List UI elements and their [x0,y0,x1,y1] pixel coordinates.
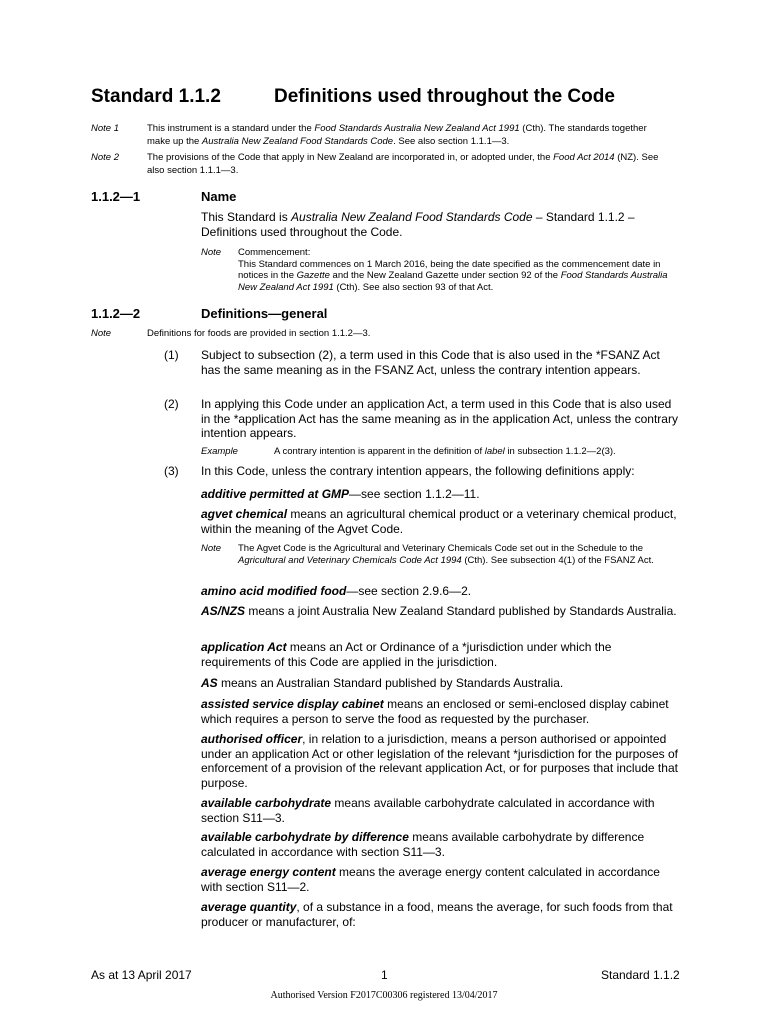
note-text-part: This instrument is a standard under the [147,123,315,134]
definition-entry [201,865,679,894]
act-name: Agricultural and Veterinary Chemicals Code Act 1994 [238,554,462,566]
definition-entry [201,604,679,619]
definition-text: , of a substance in a food, means the average, for such foods from that producer or manufacturer, of: [201,900,673,929]
definition-entry [201,640,679,669]
definition-term: available carbohydrate [201,796,332,810]
note-label: Note [91,328,112,339]
definition-entry [201,697,679,726]
defined-term: label [484,446,505,457]
definition-text: —see section 1.1.2—11. [349,487,480,501]
definition-term: authorised officer [201,732,303,746]
note-text-part: (NZ). See also section 1.1.1—3. [147,152,659,176]
note-label: Note 1 [91,123,119,134]
definition-text: means an Act or Ordinance of a *jurisdiction under which the requirements of this Code are applied in the jurisdiction. [201,640,612,669]
section-number: 1.1.2—2 [91,306,141,321]
text-part: – Standard 1.1.2 – Definitions used throughout the Code. [201,210,635,239]
note-text-part: . See also section 1.1.1—3. [393,135,510,147]
definition-entry [201,830,679,859]
definition-term: average energy content [201,865,336,879]
example-text [274,446,616,458]
note-2 [91,152,691,180]
definition-term: AS [201,676,218,690]
text-part: This Standard is [201,210,292,224]
act-name: Food Standards Australia New Zealand Act 1991 [314,123,520,134]
definition-term: available carbohydrate by difference [201,830,409,844]
note-label: Note [201,247,222,258]
text-part: (Cth). See subsection 4(1) of the FSANZ Act. [461,554,654,566]
section-heading-name [91,189,491,205]
footer-date: As at 13 April 2017 [91,968,192,982]
subsection-number: (1) [164,348,179,362]
definition-text: means available carbohydrate calculated in accordance with section S11—3. [201,796,655,825]
definition-entry [201,796,679,825]
note-text [147,123,667,148]
definition-entry [201,676,679,691]
definition-entry [201,732,679,790]
definition-text: means a joint Australia New Zealand Standard published by Standards Australia. [245,604,677,618]
definition-text: means an Australian Standard published by Standards Australia. [217,676,564,690]
definition-entry [201,584,679,599]
subsection-number: (2) [164,397,179,411]
subsection-text: In this Code, unless the contrary intention appears, the following definitions apply: [201,464,635,478]
standard-name: Definitions used throughout the Code [274,86,615,107]
definition-term: average quantity [201,900,297,914]
note-body [238,247,671,293]
definition-entry [201,900,679,929]
definition-text: means an enclosed or semi-enclosed display cabinet which requires a person to serve the food as requested by the purchaser. [201,697,669,726]
note-label: Note 2 [91,152,119,163]
section-title: Definitions—general [201,306,328,321]
code-name: Australia New Zealand Food Standards Code [291,210,533,224]
definition-text: , in relation to a jurisdiction, means a person authorised or appointed under an application Act or other legislation of the relevant *jurisdiction for the purposes of enforcement of a provision of the relevant application Act, or for purposes that include that purpose. [201,732,678,790]
authorised-version: Authorised Version F2017C00306 registered 13/04/2017 [270,990,498,1001]
note-heading: Commencement: [238,247,311,258]
definition-text: means an agricultural chemical product or a veterinary chemical product, within the meaning of the Agvet Code. [201,507,677,536]
standard-number: Standard 1.1.2 [91,86,221,107]
footer-page-number: 1 [381,968,388,982]
section-title: Name [201,189,237,204]
definition-term: amino acid modified food [201,584,347,598]
act-name: Food Act 2014 [553,152,615,163]
definition-text: —see section 2.9.6—2. [346,584,472,598]
gazette-name: Gazette [296,270,330,281]
section-heading-definitions [91,306,491,322]
definition-entry [201,507,679,536]
definition-entry [201,487,679,502]
text-part: in subsection 1.1.2—2(3). [504,446,616,457]
example-label: Example [201,446,238,457]
section-number: 1.1.2—1 [91,189,141,204]
definition-term: AS/NZS [201,604,246,618]
definition-term: additive permitted at GMP [201,487,350,501]
text-part: The Agvet Code is the Agricultural and Veterinary Chemicals Code set out in the Schedule to the [238,543,644,554]
note-text: Definitions for foods are provided in section 1.1.2—3. [147,328,371,339]
act-name: Food Standards Australia New Zealand Act 1991 [238,270,668,293]
footer-standard: Standard 1.1.2 [601,968,680,982]
definition-term: assisted service display cabinet [201,697,384,711]
subsection-text: In applying this Code under an application Act, a term used in this Code that is also used in the *application Act has the same meaning as in the application Act, unless the contrary intention appears. [201,397,678,440]
note-text-part: (Cth). The standards together make up the [147,123,647,147]
text-part: This Standard commences on 1 March 2016, being the date specified as the commencement date in notices in the [238,258,661,281]
definition-text: means available carbohydrate by difference calculated in accordance with section S11—3. [201,830,645,859]
definition-text: means the average energy content calculated in accordance with section S11—2. [201,865,660,894]
text-part: (Cth). See also section 93 of that Act. [333,281,494,293]
code-name: Australia New Zealand Food Standards Code [201,135,394,147]
note-1 [91,123,691,151]
definition-term: application Act [201,640,287,654]
section-1-text [201,210,679,239]
definition-term: agvet chemical [201,507,288,521]
text-part: A contrary intention is apparent in the definition of [274,446,485,457]
note-text [147,152,667,177]
subsection-number: (3) [164,464,179,478]
note-text-part: The provisions of the Code that apply in New Zealand are incorporated in, or adopted under, the [147,152,554,163]
note-text [238,259,671,294]
note-text [238,543,671,566]
text-part: and the New Zealand Gazette under section 92 of the [329,270,561,281]
note-label: Note [201,543,222,554]
page-title [91,86,615,108]
subsection-text: Subject to subsection (2), a term used in this Code that is also used in the *FSANZ Act has the same meaning as in the FSANZ Act, unless the contrary intention appears. [201,348,660,377]
